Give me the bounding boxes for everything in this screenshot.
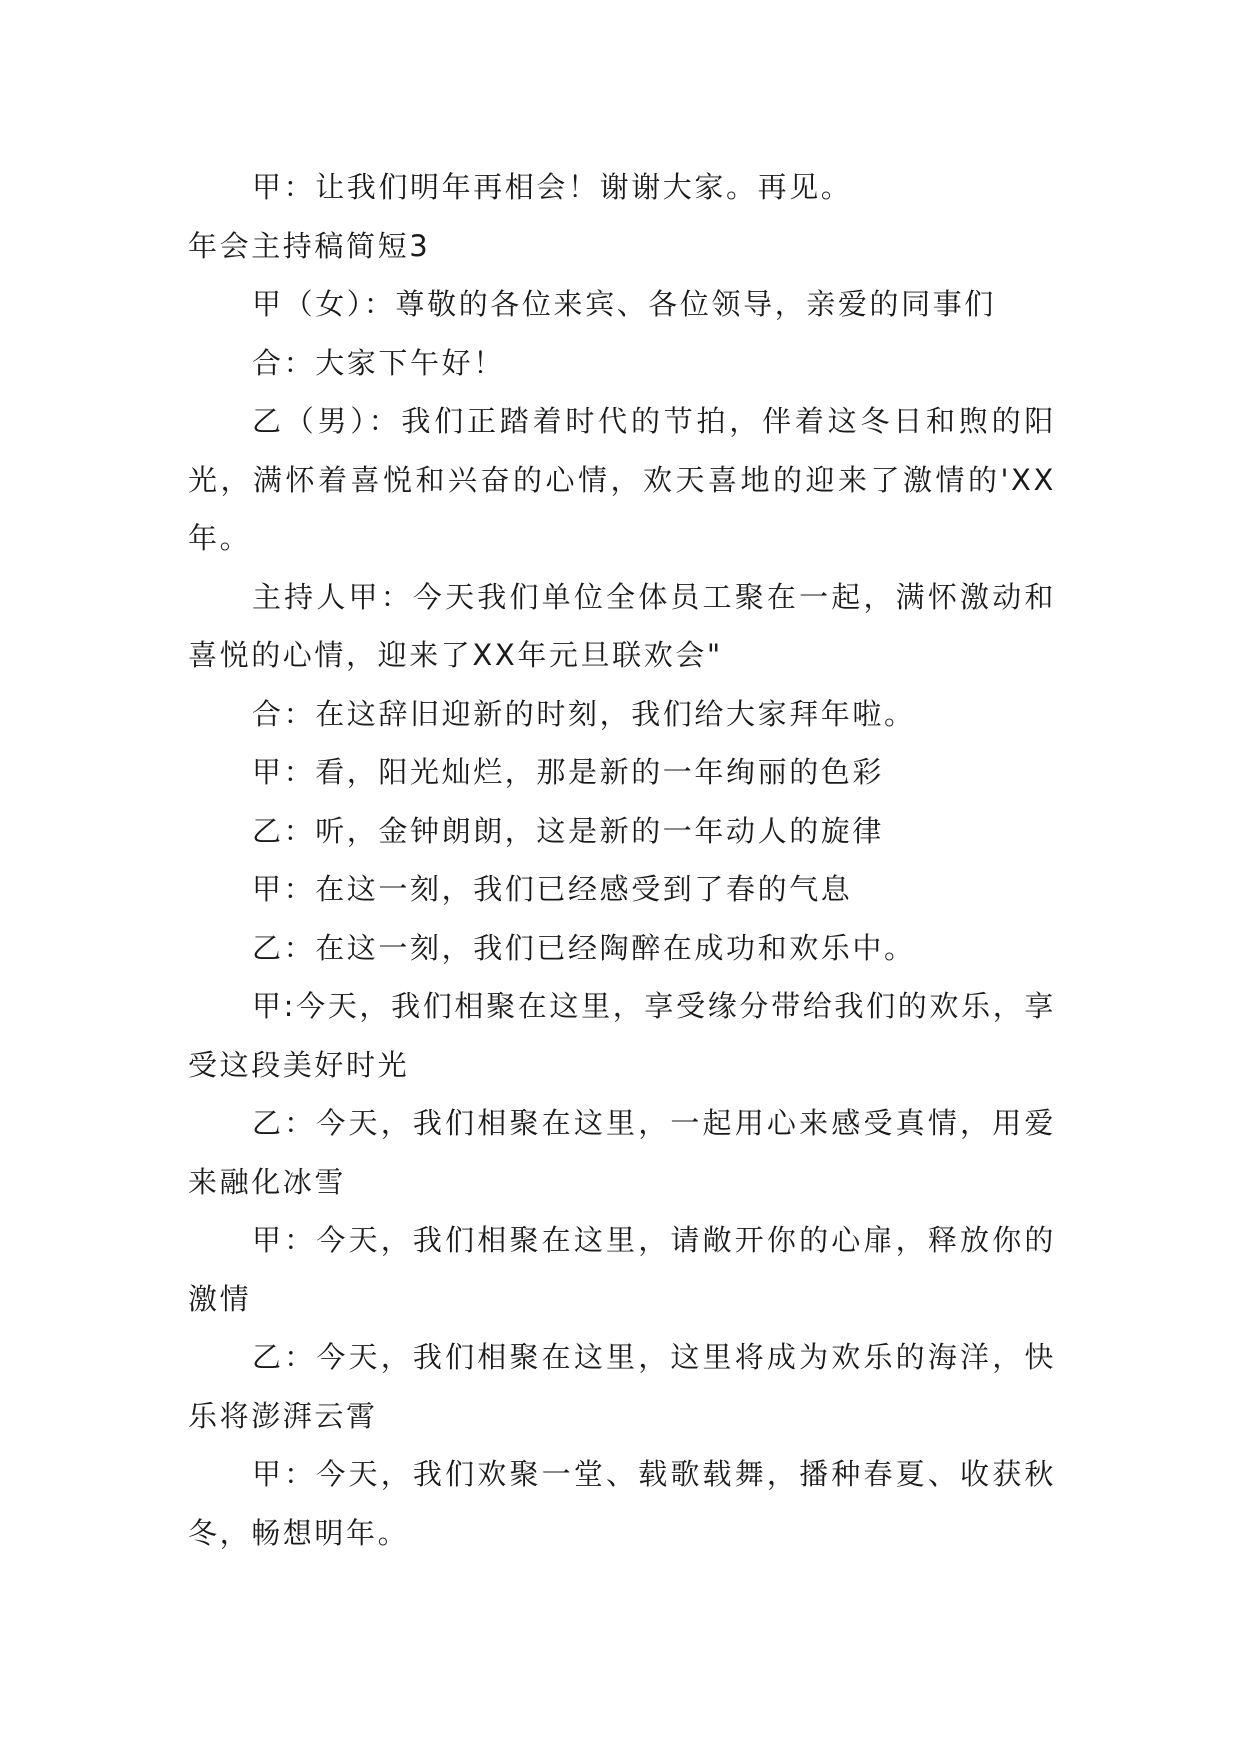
paragraph: 甲:今天，我们相聚在这里，享受缘分带给我们的欢乐，享受这段美好时光 [188,989,1056,1082]
closing-line: 甲：让我们明年再相会！谢谢大家。再见。 [252,170,853,204]
paragraph: 甲：今天，我们相聚在这里，请敞开你的心扉，释放你的激情 [188,1223,1056,1316]
paragraph: 乙（男）：我们正踏着时代的节拍，伴着这冬日和煦的阳光，满怀着喜悦和兴奋的心情，欢天喜地的迎来了激情的'XX年。 [188,404,1056,555]
paragraph: 甲：在这一刻，我们已经感受到了春的气息 [252,872,853,906]
paragraph: 甲：今天，我们欢聚一堂、载歌载舞，播种春夏、收获秋冬，畅想明年。 [188,1457,1056,1550]
paragraph: 乙：听，金钟朗朗，这是新的一年动人的旋律 [252,813,885,848]
paragraph: 主持人甲：今天我们单位全体员工聚在一起，满怀激动和喜悦的心情，迎来了XX年元旦联欢会" [188,579,1056,672]
paragraph: 甲：看，阳光灿烂，那是新的一年绚丽的色彩 [252,755,885,789]
paragraph: 乙：今天，我们相聚在这里，一起用心来感受真情，用爱来融化冰雪 [188,1106,1056,1199]
document-body [188,158,1056,1562]
paragraph: 合：大家下午好！ [252,345,505,380]
paragraph: 乙：在这一刻，我们已经陶醉在成功和欢乐中。 [252,930,916,965]
paragraph: 甲（女）：尊敬的各位来宾、各位领导，亲爱的同事们 [252,287,996,321]
paragraph: 乙：今天，我们相聚在这里，这里将成为欢乐的海洋，快乐将澎湃云霄 [188,1340,1056,1433]
paragraph: 合：在这辞旧迎新的时刻，我们给大家拜年啦。 [252,696,916,731]
section-heading: 年会主持稿简短3 [188,228,431,263]
